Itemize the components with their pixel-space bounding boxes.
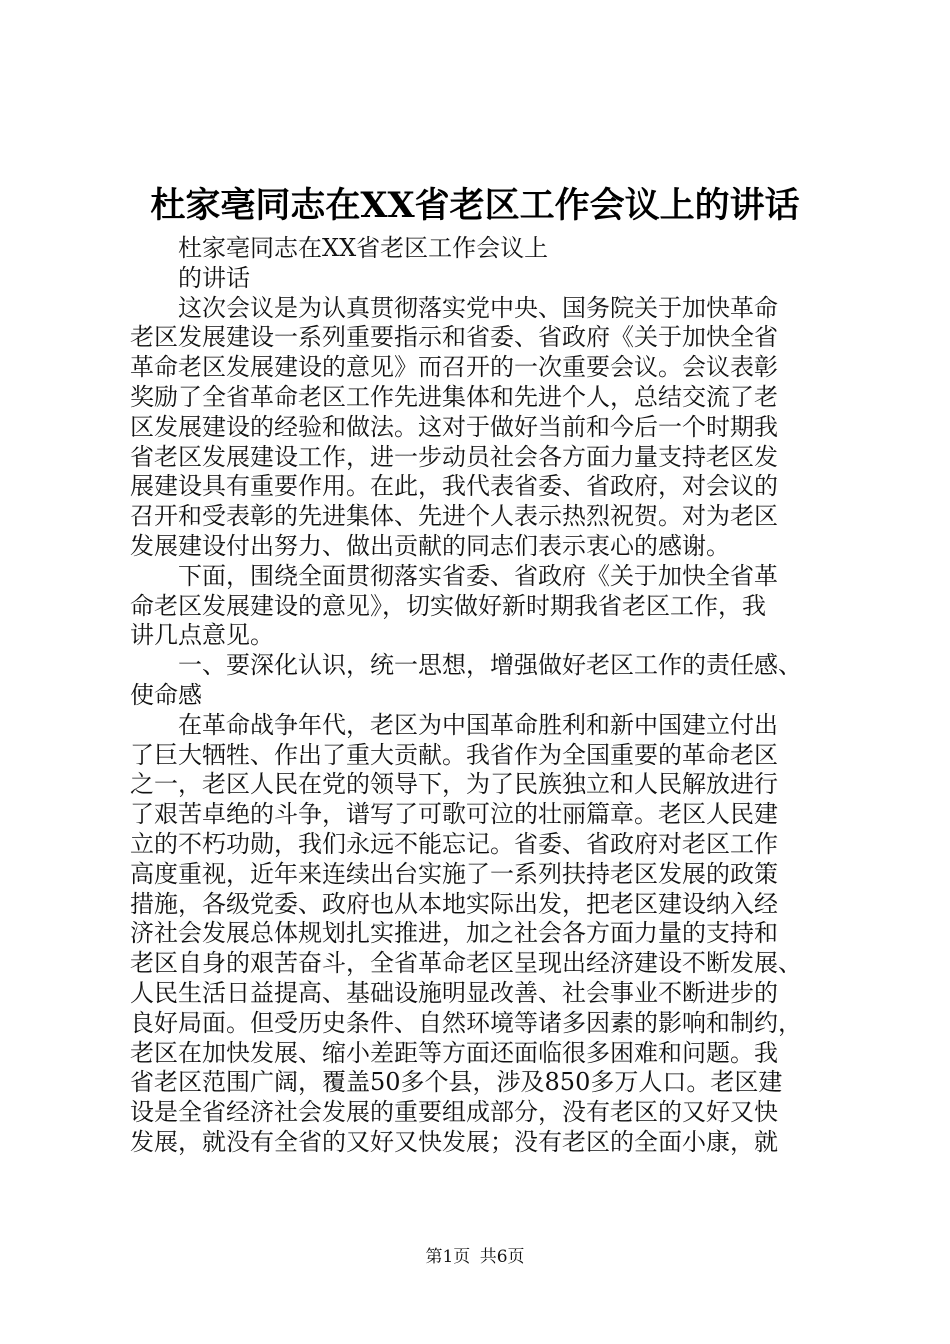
body-line: 这次会议是为认真贯彻落实党中央、国务院关于加快革命	[178, 293, 778, 322]
page-number: 第1页	[425, 1247, 471, 1267]
body-line: 讲几点意见。	[130, 621, 274, 650]
body-line: 济社会发展总体规划扎实推进，加之社会各方面力量的支持和	[130, 919, 778, 948]
body-line: 奖励了全省革命老区工作先进集体和先进个人，总结交流了老	[130, 382, 778, 411]
body-line: 设是全省经济社会发展的重要组成部分，没有老区的又好又快	[130, 1098, 778, 1127]
body-line: 了艰苦卓绝的斗争，谱写了可歌可泣的壮丽篇章。老区人民建	[130, 800, 778, 829]
body-line: 发展，就没有全省的又好又快发展；没有老区的全面小康，就	[130, 1127, 778, 1156]
body-line: 了巨大牺牲、作出了重大贡献。我省作为全国重要的革命老区	[130, 740, 778, 769]
page-total: 共6页	[479, 1247, 525, 1267]
body-line: 之一，老区人民在党的领导下，为了民族独立和人民解放进行	[130, 770, 778, 799]
body-line: 一、要深化认识，统一思想，增强做好老区工作的责任感、	[178, 651, 802, 680]
body-line: 命老区发展建设的意见》，切实做好新时期我省老区工作，我	[130, 591, 766, 620]
document-body	[130, 234, 830, 1158]
body-line: 立的不朽功勋，我们永远不能忘记。省委、省政府对老区工作	[130, 829, 778, 858]
body-line: 下面，围绕全面贯彻落实省委、省政府《关于加快全省革	[178, 561, 778, 590]
body-line: 召开和受表彰的先进集体、先进个人表示热烈祝贺。对为老区	[130, 502, 778, 531]
body-line: 人民生活日益提高、基础设施明显改善、社会事业不断进步的	[130, 978, 778, 1007]
body-line: 高度重视，近年来连续出台实施了一系列扶持老区发展的政策	[130, 859, 778, 888]
body-line: 在革命战争年代，老区为中国革命胜利和新中国建立付出	[178, 710, 778, 739]
body-line: 老区自身的艰苦奋斗，全省革命老区呈现出经济建设不断发展、	[130, 949, 802, 978]
body-line: 杜家亳同志在XX省老区工作会议上	[178, 234, 549, 262]
document-title: 杜家亳同志在XX省老区工作会议上的讲话	[150, 185, 800, 226]
page-footer	[0, 1242, 950, 1267]
body-line: 良好局面。但受历史条件、自然环境等诸多因素的影响和制约，	[130, 1008, 802, 1037]
body-line: 的讲话	[178, 263, 250, 292]
body-line: 革命老区发展建设的意见》而召开的一次重要会议。会议表彰	[130, 353, 778, 382]
body-line: 展建设具有重要作用。在此，我代表省委、省政府，对会议的	[130, 472, 778, 501]
body-line: 使命感	[130, 680, 202, 709]
body-line: 省老区发展建设工作，进一步动员社会各方面力量支持老区发	[130, 442, 778, 471]
body-line: 省老区范围广阔，覆盖50多个县，涉及850多万人口。老区建	[130, 1068, 783, 1097]
body-line: 发展建设付出努力、做出贡献的同志们表示衷心的感谢。	[130, 531, 730, 560]
body-line: 区发展建设的经验和做法。这对于做好当前和今后一个时期我	[130, 412, 778, 441]
body-line: 措施，各级党委、政府也从本地实际出发，把老区建设纳入经	[130, 889, 778, 918]
body-line: 老区发展建设一系列重要指示和省委、省政府《关于加快全省	[130, 323, 778, 352]
body-line: 老区在加快发展、缩小差距等方面还面临很多困难和问题。我	[130, 1038, 778, 1067]
